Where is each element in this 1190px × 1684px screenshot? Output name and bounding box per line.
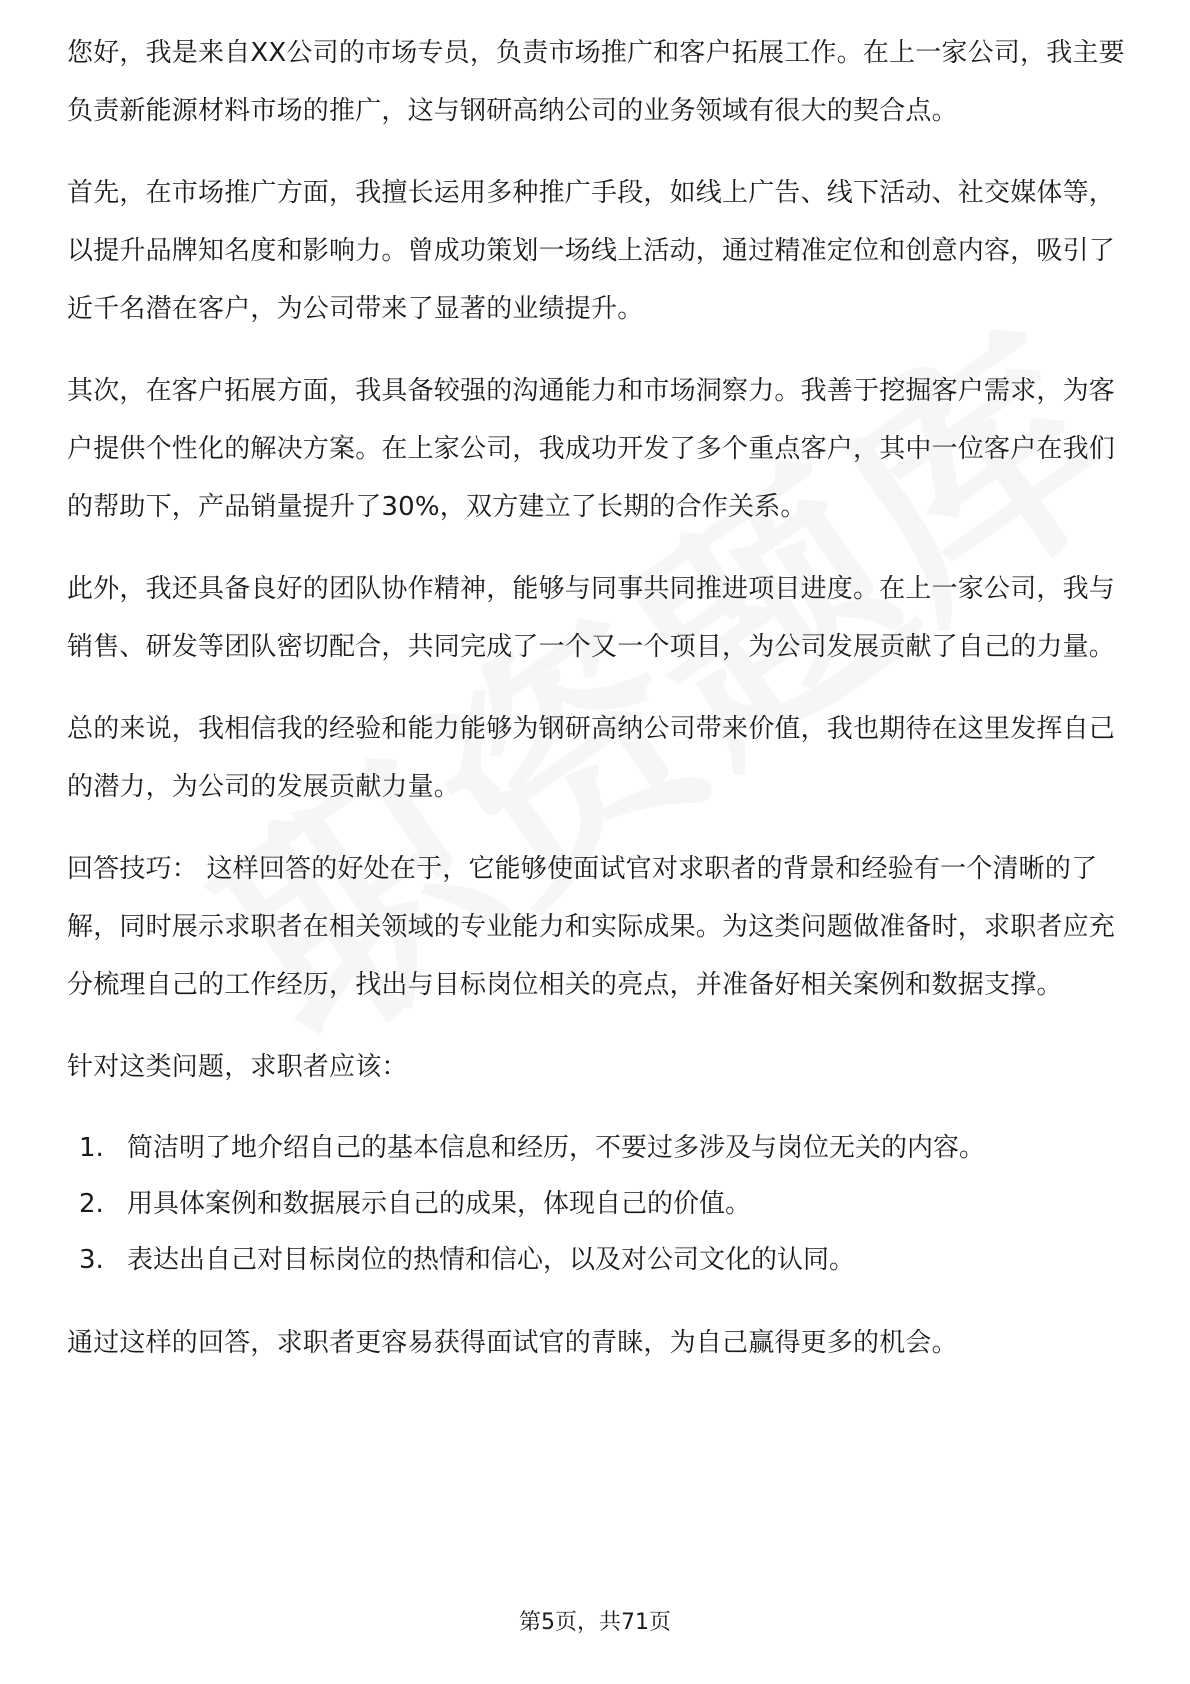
tips-list (67, 1120, 1127, 1288)
paragraph-answer-tips: 回答技巧： 这样回答的好处在于，它能够使面试官对求职者的背景和经验有一个清晰的了解，同时展示求职者在相关领域的专业能力和实际成果。为这类问题做准备时，求职者应充分梳理自己的工作经历，找出与目标岗位相关的亮点，并准备好相关案例和数据支撑。 (67, 854, 1116, 1000)
list-number: 1. (79, 1133, 104, 1163)
paragraph-marketing: 首先，在市场推广方面，我擅长运用多种推广手段，如线上广告、线下活动、社交媒体等，以提升品牌知名度和影响力。曾成功策划一场线上活动，通过精准定位和创意内容，吸引了近千名潜在客户，为公司带来了显著的业绩提升。 (67, 178, 1116, 324)
list-item (67, 1120, 1127, 1176)
paragraph-intro: 您好，我是来自XX公司的市场专员，负责市场推广和客户拓展工作。在上一家公司，我主要负责新能源材料市场的推广，这与钢研高纳公司的业务领域有很大的契合点。 (67, 38, 1125, 126)
paragraph-summary: 总的来说，我相信我的经验和能力能够为钢研高纳公司带来价值，我也期待在这里发挥自己的潜力，为公司的发展贡献力量。 (67, 714, 1116, 802)
paragraph-clients: 其次，在客户拓展方面，我具备较强的沟通能力和市场洞察力。我善于挖掘客户需求，为客户提供个性化的解决方案。在上家公司，我成功开发了多个重点客户，其中一位客户在我们的帮助下，产品销量提升了30%，双方建立了长期的合作关系。 (67, 376, 1116, 522)
paragraph-teamwork: 此外，我还具备良好的团队协作精神，能够与同事共同推进项目进度。在上一家公司，我与销售、研发等团队密切配合，共同完成了一个又一个项目，为公司发展贡献了自己的力量。 (67, 574, 1116, 662)
list-text: 用具体案例和数据展示自己的成果，体现自己的价值。 (127, 1189, 752, 1219)
list-number: 2. (79, 1189, 104, 1219)
list-text: 表达出自己对目标岗位的热情和信心，以及对公司文化的认同。 (127, 1245, 856, 1275)
list-item (67, 1176, 1127, 1232)
list-text: 简洁明了地介绍自己的基本信息和经历，不要过多涉及与岗位无关的内容。 (127, 1133, 986, 1163)
paragraph-conclusion: 通过这样的回答，求职者更容易获得面试官的青睐，为自己赢得更多的机会。 (67, 1328, 958, 1358)
paragraph-list-intro: 针对这类问题，求职者应该： (67, 1052, 408, 1082)
page-number: 第5页，共71页 (519, 1610, 671, 1635)
document-body (67, 24, 1127, 1396)
list-item (67, 1232, 1127, 1288)
list-number: 3. (79, 1245, 104, 1275)
